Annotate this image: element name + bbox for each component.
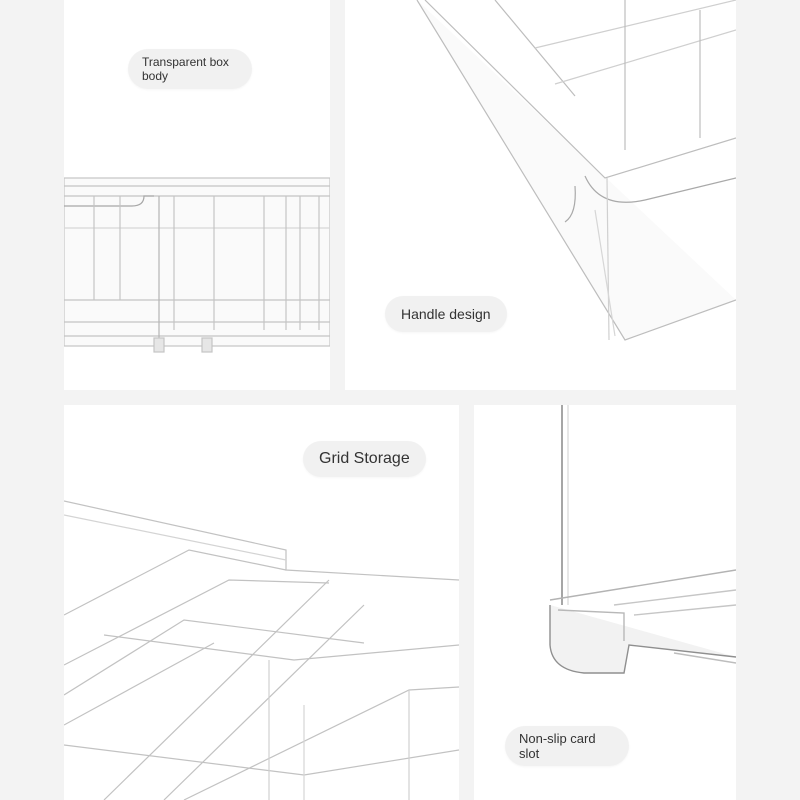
label-grid-storage	[303, 441, 426, 477]
label-handle-design	[385, 296, 507, 332]
label-text: Grid Storage	[319, 450, 410, 467]
panel-grid-storage	[64, 405, 459, 800]
panel-transparent-box-body	[64, 0, 330, 390]
label-text: Handle design	[401, 306, 491, 322]
label-transparent-box-body	[128, 49, 252, 89]
panel-non-slip-card-slot	[474, 405, 736, 800]
label-text: Transparent box body	[142, 55, 229, 83]
label-non-slip-card-slot	[505, 726, 629, 766]
panel-handle-design	[345, 0, 736, 390]
label-text: Non-slip card slot	[519, 731, 596, 761]
